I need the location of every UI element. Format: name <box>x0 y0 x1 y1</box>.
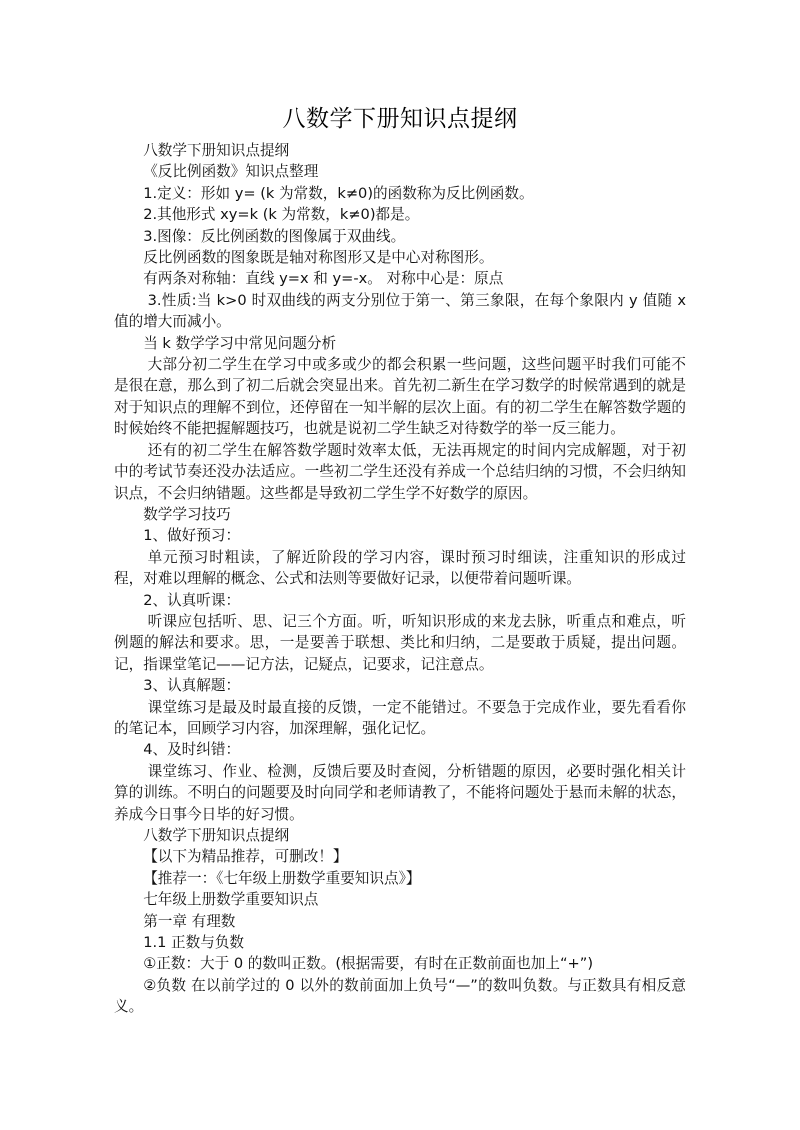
paragraph: 《反比例函数》知识点整理 <box>143 163 319 181</box>
paragraph: 当 k 数学学习中常见问题分析 <box>143 334 337 352</box>
paragraph: 大部分初二学生在学习中或多或少的都会积累一些问题，这些问题平时我们可能不是很在意，那么到了初二后就会突显出来。首先初二新生在学习数学的时候常遇到的就是对于知识点的理解不到位，还停留在一知半解的层次上面。有的初二学生在解答数学题的时候始终不能把握解题技巧，也就是说初二学生缺乏对待数学的举一反三能力。 <box>114 356 686 438</box>
paragraph: 八数学下册知识点提纲 <box>143 827 290 844</box>
paragraph: 有两条对称轴：直线 y=x 和 y=-x。 对称中心是：原点 <box>143 270 504 288</box>
paragraph: 课堂练习是最及时最直接的反馈，一定不能错过。不要急于完成作业，要先看看你的笔记本，回顾学习内容，加深理解，强化记忆。 <box>114 698 686 737</box>
document-page <box>114 104 686 1018</box>
paragraph: 4、及时纠错： <box>143 741 241 759</box>
paragraph: ②负数 在以前学过的 0 以外的数前面加上负号“—”的数叫负数。与正数具有相反意义。 <box>114 976 686 1016</box>
paragraph: 数学学习技巧 <box>143 505 231 523</box>
paragraph: 【推荐一：《七年级上册数学重要知识点》】 <box>143 869 421 887</box>
paragraph: 1.定义：形如 y= (k 为常数，k≠0)的函数称为反比例函数。 <box>143 184 534 202</box>
paragraph: 八数学下册知识点提纲 <box>143 142 290 159</box>
paragraph: 1、做好预习： <box>143 527 241 545</box>
paragraph: 3.图像：反比例函数的图像属于双曲线。 <box>143 227 406 245</box>
paragraph: 第一章 有理数 <box>143 912 236 930</box>
paragraph: 听课应包括听、思、记三个方面。听，听知识形成的来龙去脉，听重点和难点，听例题的解法和要求。思，一是要善于联想、类比和归纳，二是要敢于质疑，提出问题。记，指课堂笔记——记方法，记疑点，记要求，记注意点。 <box>114 612 686 673</box>
paragraph: 3、认真解题： <box>143 677 241 695</box>
paragraph: 1.1 正数与负数 <box>143 934 245 952</box>
paragraph: ①正数：大于 0 的数叫正数。(根据需要，有时在正数前面也加上“+”) <box>143 955 594 973</box>
paragraph: 七年级上册数学重要知识点 <box>143 891 319 909</box>
paragraph: 课堂练习、作业、检测，反馈后要及时查阅，分析错题的原因，必要时强化相关计算的训练。不明白的问题要及时向同学和老师请教了，不能将问题处于悬而未解的状态，养成今日事今日毕的好习惯。 <box>114 762 686 823</box>
paragraph: 3.性质:当 k>0 时双曲线的两支分别位于第一、第三象限，在每个象限内 y 值随 x 值的增大而减小。 <box>114 291 686 331</box>
paragraph: 2、认真听课： <box>143 591 241 609</box>
paragraph: 反比例函数的图象既是轴对称图形又是中心对称图形。 <box>143 249 494 267</box>
paragraph: 单元预习时粗读，了解近阶段的学习内容，课时预习时细读，注重知识的形成过程，对难以理解的概念、公式和法则等要做好记录，以便带着问题听课。 <box>114 548 686 588</box>
paragraph: 2.其他形式 xy=k (k 为常数，k≠0)都是。 <box>143 206 420 224</box>
document-title: 八数学下册知识点提纲 <box>282 106 518 132</box>
paragraph: 还有的初二学生在解答数学题时效率太低，无法再规定的时间内完成解题，对于初中的考试节奏还没办法适应。一些初二学生还没有养成一个总结归纳的习惯，不会归纳知识点，不会归纳错题。这些都是导致初二学生学不好数学的原因。 <box>114 441 686 502</box>
paragraph: 【以下为精品推荐，可删改！】 <box>143 848 348 866</box>
